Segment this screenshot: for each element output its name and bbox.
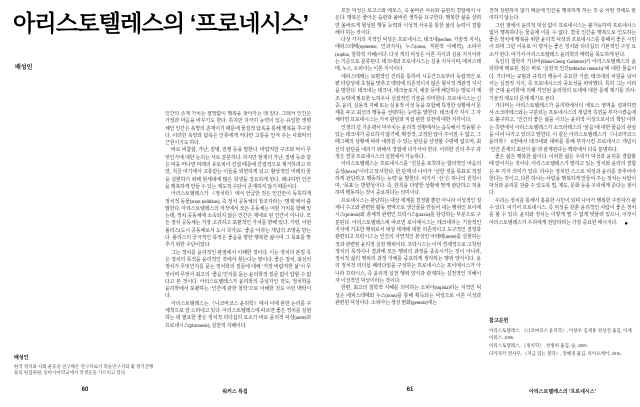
body-paragraph: 에피스테메는 보편적인 진리를 통하여 시공간으로부터 독립적인 보편 타당성에 초점을 맞추고 맥락에 의존적이지 않은 형식적 객관적 지식을 말한다. 테크네는 테크닉, 테크놀로지, 예술 등에 해당하는 말로서 제조 능력에 필요한 노하우나 실질적인 기술을 의미한다. 프로네시스는 신중, 윤리, 실용적 지혜 또는 실용적 이성 등을 포함해 특정한 상황에서 문제를 두고 최선의 행동을 선택하는 능력을 말한다. 테크네가 지식 그 자체라면 프로네시스는 가치 판단과 직접 관한 실천에 대한 지각이다.: [335, 74, 481, 124]
end-of-article-mark: ●: [624, 220, 628, 227]
body-paragraph: 한편, 최고의 철학적 지혜를 의미하는 소피아(sophia)라는 지적인 덕성은 에피스테메와 누스(nous)를 통해 획득되는 덕성으로 이론 이성과 관련된 덕성이다. 소피아는 생성 변화(genesis)에는: [335, 286, 481, 306]
footnote-author-name: 배성인: [14, 355, 29, 361]
right-page: [320, 0, 640, 407]
reference-item: 아리스토텔레스, 《정치학》, 천병희 옮김, 숲, 2009.: [489, 342, 588, 348]
running-title-right: 아리스토텔레스의 ‘프로네시스’: [529, 389, 596, 395]
body-paragraph: 가다머는 아리스토텔레스가 윤리학에서의 에토스 영역을 설파하면서 소크라테스와는 구분되는 프로네시스의 개념적 측면을 부각시켰음에도 불구하고, ‘인간의 좋은 삶을 이끄는 윤리적 이성으로서의 책임’이라는 측면에서 아리스토텔레스가 소크라테스의 ‘물음’에 대한 물음의 관심을 이어 나가고 있다고 말한다. 이 같은 아리스토텔레스가 《니코마코스 윤리학》 6권에서 테크네와 대비를 통해 부각시킨 프로네시스 개념이 ‘인간 존재의 최선의 삶’과 관계된다는 맥락에서 더욱 분명하다.: [489, 103, 636, 153]
body-paragraph: 아리스토텔레스는 프로네시스를 "진실을 포착하는 합리적인 마음의 습성(hexis)"이라고 묘사한다. 한 단계 더 나아가 "선한 것을 목표로 적절하게 판단하고 행동하는 능력"을 말한다. 여기서 ‘선’은 하나의 원칙이며, ‘목표’는 방향성이다. 즉, 원칙을 다양한 상황에 맞게 판단하고 적용하며 행동하는 것이 중요하다는 의미이다.: [335, 162, 481, 197]
body-paragraph: 바로 비참함, 가난, 질병, 전쟁 등을 말한다. 바람직한 구조와 악이 무엇인가에 대한 논의는 서로 분분하다. 하지만 현재의 가난, 질병 등과 같은 악을 머나먼 미래의 유토피아 건설 때문에 간접적으로 제거하려고 하면, 지금 여기에서 고통받는 이들을 외면하게 되고, 환상적인 미래의 꿈을 실현하기 위해 현세대에 많은 희생을 강요하게 된다. 왜냐하면 인간을 행복하게 만들 수 있는 제도적 수단이 존재하지 않기 때문이다.: [165, 148, 311, 190]
body-paragraph: 인간의 존재 가치는 절망없이 행복을 찾아가는 데 있다. 그래서 인간은 가정과 마음을 바꾸기도 한다. 하지만 지극히 능력이 있는 유일한 생명체인 인간은 욕망의 존재이기 때문에 물질적 탐욕을 통해 행복을 추구한다. 이러한 욕망과 탐욕은 인류에게 커다란 고통을 안겨 주는 사회악의 근원이기도 하다.: [165, 112, 311, 147]
reference-item: 아리스토텔레스, 《니코마코스 윤리학》, 이창우·김재홍·강상진 옮김, 이제이북스, 2006.: [489, 327, 632, 340]
body-paragraph: 좋은 삶은 행복한 삶이다. 이러한 삶은 우리가 덕성과 윤리를 결합할 때 얻어지는 것이다. 아리스토텔레스가 말하고 있는 정치와 윤리의 결합은 두 가지 의미가 있다. 하나는 정치인 스스로 덕성과 윤리를 갖추어야 한다는 것이고, 다른 하나는 사람을 행복하게 만들어 주는 정치는 사람이 덕성과 윤리를 갖출 수 있도록 법, 제도, 문화 등을 우리에게 준다는 점이다.: [489, 154, 636, 197]
body-paragraph: 전혀 상관하지 않기 때문에 인간을 행복하게 하는 것 중 어떤 것에도 관여하지 않는다.: [489, 9, 636, 22]
references-section: [489, 318, 636, 359]
body-paragraph: 아리스토텔레스가 《정치학》에서 언급한 것은 인간만이 독특하게 정치적 동물(zoon politikos), 즉 정치 공동체의 창조자라는 ‘명제’에서 출발한다. 아리스토텔레스의 저작에서 모든 공동체는 어떤 가치를 향해 있는데, 정치 공동체에 소속되지 않은 인간은 제대로 된 인간이 아니다. 모든 정치 공동체는 가장 고귀하고 포괄적인 가치를 향해 있다. 가령, 어떤 폴리스(도시 공동체로서 도시 국가)도 ‘좋음’이라는 개념의 조명을 받는다. 폴리스의 궁극적인 목적은 좋음을 향한 행복한 삶이며 그 목표를 맞추기 위한 수단이었다.: [165, 192, 311, 249]
body-paragraph: [489, 198, 636, 227]
body-paragraph: 아리스토텔레스는 《니코마코스 윤리학》에서 이에 관한 논리를 구체적으로 잘 드러내고 있다. 아리스토텔레스에 따르면 좋은 정치를 실현하는 데 필요한 좋은 정치적 리더십의 요소가 바로 윤리적 덕성(arete)과 프로네시스(phronesis), 실천적 지혜이다.: [165, 301, 311, 329]
page-number-right: 61: [406, 387, 414, 393]
right-body-column-1: [335, 8, 481, 382]
body-paragraph: 인생의 길 가운데서 마주치는 윤리적 상황에서는 습득해서 적용할 수 있는 테크네가 중요하지 않기에, 확정적, 고정된 답이 주어질 수 없고, 그때그때의 상황에 따라 내려질 수 있는 판단을 상정할 수밖에 없으며, 최선의 판단을 내리기 위해서 경험에 다가서야 한다. 이러한 진리 추구 과정은 결국 프로네시스의 실천에서 가능하다.: [335, 125, 481, 160]
body-paragraph: 그는 정치를 윤리적인 관점에서 이해한 것이다. 이는 정치의 본질 혹은 정치의 목적을 윤리적인 것에서 찾는다는 말이다. 좋은 정치, 최선의 정치가 무엇인지를 묻는 정치학의 질문에 대해 ‘가장 바람직한 삶’이 무엇이며 무엇이 최고의 ‘좋음’인지를 묻는 윤리학적 질문 없이 답할 수 없다고 본 것이다. 아리스토텔레스가 윤리학의 중심자인 것도, 정치학을 윤리학에서 포괄하는 ‘인간에 관한 철학’으로 이해한 것도 이런 맥락이다.: [165, 250, 311, 300]
author-name: 배성인: [15, 65, 33, 71]
body-paragraph: 프로네시스는 판단하는 대상 세계를 결정할 뿐만 아니라 이성적인 설계나 수고와 관련된 활동 영역으로 생산물을 만들어 내는 행위인 포이에시스(poiesis)와 총체적 관련인 프락시스(praxis)를 담당하는 부분으로 구분된다. 아리스토텔레스에 따르면 포이에시스는 테크네라는 기술적인 지식에 기초한 행위로서 대상 세계에 대한 의존적이고 도구적인 결정과 관련되고 프락시스는 인간의 자연적인 본성인 아레테(arete)를 실현하는 것과 관련된 윤리적 실천 행위이다. 프락시스는 이미 경제적으로 고착된 정치의 목적이나 결과에 모든 행위의 과정을 종속시키는 것이 아니라, 정치적 삶의 행위의 과정 자체를 중요하게 생각하는 행위 양식이다. 윤리 정치적 리더십 패러다임을 구성하는 프로네시스는 포이에시스가 아니라 프락시스, 즉 윤리적 실천 행위 양식과 관계하는 실천적인 지혜이자 이성적인 덕성이라는 것이다.: [335, 198, 481, 284]
footnote-author-bio: 한국 정치와 사회 운동을 연구해온 연구자로서 학술연구지와 몇 정기간행물의 편집위원, 동아시아학교에서 학생들을 가르치고 있다.: [14, 363, 154, 376]
closing-paragraph-text: 우리는 정치를 통해서 훌륭한 시민이 되며 나아가 행복한 주권자가 될 수 있다. 여기서 프로네시스, 즉 덕성을 갖춘 윤리적인 사람이 좋은 정치를 할 수 있다. 윤리와 정치는 이렇게 뗄 수 없게 맞물려 있으니, 이것이 아리스토텔레스가 우리에게 전달하려는 가장 중요한 메시지다.: [489, 198, 636, 226]
reference-item: 다카자키 겐사쿠, 《지금 있는 철학》, 장혜경 옮김, 라이프케어, 2016.: [489, 350, 622, 356]
article-title: 아리스토텔레스의 ‘프로네시스’: [13, 10, 309, 36]
running-title-left: 워커스 특집: [222, 389, 248, 395]
right-body-column-2: [489, 8, 636, 300]
references-heading: 참고문헌: [489, 318, 509, 324]
left-body-column: [165, 111, 311, 377]
body-paragraph: 모든 덕성은 로고스와 에토스, 즉 올바른 사유와 습관의 결합에서 나온다. 행복은 좋아온 습관과 올바른 생각을 요구한다. 행복한 삶을 살려면 올바르게 형성된 행동 능력과 이성적 사유를 통한 삶의 능력이 결합해야 하는 것이다.: [335, 9, 481, 36]
author-bio-footnote: [14, 355, 157, 377]
page-number-left: 60: [81, 387, 89, 393]
body-paragraph: 다섯 가지의 지적인 덕성은 프로네시스, 테크네(techne, 기술적 지식), 에피스테메(episteme, 인과지식), 누스(nous, 직관적 이해력), 소피아(sophia, 철학적 지혜)이다. 다섯 개의 덕성은 이론 지식과 실용 지식이라는 기준으로 분류된다. 테크네와 프로네시스는 실용 지식이며, 에피스테메, 누스, 소피아는 이론 지식이다.: [335, 38, 481, 73]
body-paragraph: 그런 점에서 윤리적 덕성 없이 프로네시스는 불가능하며 프로네시스 없이 행복하다는 물음에 이를 수 없다. 결국 인간을 행복으로 인도하는 좋은 정치에 행복을 위한 윤리적 덕성과 프로네시스를 통해서 좋은 시민이 되며 그런 이유로 이 양자는 좋은 정치와 리더십의 기본적인 구성 요소가 된다. 여기서 아리스토텔레스 윤리학의 매력을 목도하게 된다.: [489, 23, 636, 58]
body-paragraph: 독일의 철학자 가다머(Hans-Georg Gadamer)가 아리스토텔레스의 윤리학에 매료된 점은 바로 ‘실천적 인간(ethische mensch)’에 대한 물음이다. 가다머는 규범과 규칙의 행동이 중요한 기술, 테크네의 차원을 넘어서는 실천적 지식, 즉 프로네시스의 중요성을 파악했다. 특히 그는 이러한 근대 윤리학에 의해 각인된 윤리학의 토대에 대한 문제 제기를 의사-기술적 제도의 문제 제기로 본다.: [489, 60, 636, 102]
